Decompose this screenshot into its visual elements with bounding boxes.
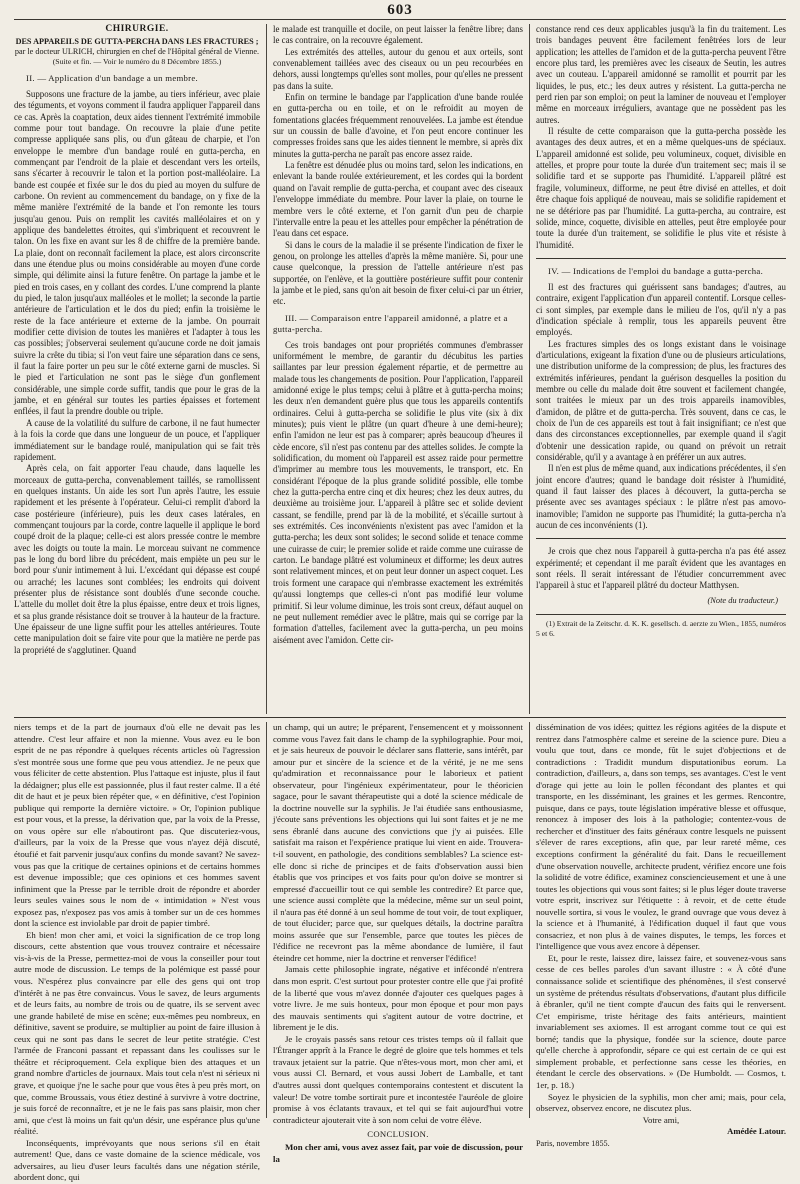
column-rule bbox=[266, 722, 267, 1118]
top-column-2 bbox=[273, 24, 523, 714]
separator bbox=[536, 614, 786, 615]
column-rule bbox=[529, 722, 530, 1118]
paragraph: La fenêtre est dénudée plus ou moins tard, selon les indications, en enlevant la bande roulée extérieurement, et les cordes qui la bordent quand on l'avait remplie de gutta-percha, et coupant avec des ciseaux l'enveloppe immédiate du membre. Pour laver la plaie, on tourne le membre vers le côté externe, et l'on garnit d'un peu de charpie l'intervalle entre la peau et les attelles pour empêcher la pénétration de l'eau dans cet espace. bbox=[273, 160, 523, 239]
paragraph: Supposons une fracture de la jambe, au tiers inférieur, avec plaie des téguments, et voyons comment il faudra appliquer l'appareil dans ce cas. Après la coaptation, deux aides tiennent l'extrémité immobile comme pour tout bandage. On recouvre la plaie d'une petite compresse appliquée sans plis, ou d'un gâteau de charpie, et l'on enveloppe le membre d'un bandage roulé en gutta-percha, en commençant par l'endroit de la plaie et descendant vers les orteils, sans s'écarter à recouvrir le talon et la portion post-malléolaire. La bande est coupée et fixée sur le dos du pied au moyen du sulfure de carbone. On revient au commencement du bandage, on y fixe de la même manière l'extrémité de la bande et l'on remonte les tours jusqu'au genou. Puis on remplit les cavités malléolaires et on y applique des bandelettes étroites, qui s'imbriquent et recouvrent le talon. On les fixe en avant sur les 8 de chiffre de la première bande. La plaie, dont on reconnaît facilement la place, est alors circonscrite dans une étendue plus ou moins considérable au moyen d'une corde simple, qui délimite ainsi la future fenêtre. On partage la jambe et le pied en trois cases, en y collant des cordes. L'une comprend la plante du pied, le talon jusqu'aux malléoles et le mollet; la seconde la partie antérieure de l'articulation et le dos du pied; enfin la troisième le reste de la face antérieure et externe de la jambe. On pourrait modifier cette division de toutes les manières et l'adapter à tous les cas possibles; j'observerai seulement qu'aucune corde ne doit jamais suivre la crête du tibia; si l'on veut faire une séparation dans ce sens, il faut la faire porter un peu sur le côté externe garni de muscles. Si le pied et l'articulation ne sont pas le siège d'un gonflement considérable, une simple corde suffit, tandis que pour le gras de la jambe, et en général sur toutes les parties épaisses et fortement enflées, il faut la prendre double ou triple. bbox=[14, 88, 260, 417]
date-line: Paris, novembre 1855. bbox=[536, 1138, 610, 1148]
paragraph: constance rend ces deux applicables jusqu'à la fin du traitement. Les trois bandages peuvent être facilement fenêtrées lors de leur application; les attelles de l'amidon et de la gutta-percha peuvent l'être encore plus tard, les premières avec les ciseaux de Seutin, les autres avec un couteau. L'appareil amidonné se ramollit et pourrit par les liquides, le pus, etc.; les deux autres y résistent. La gutta-percha ne perd rien par son emploi; on peut la laminer de nouveau et l'employer même en morceaux irréguliers, avantage que ne possèdent pas les autres. bbox=[536, 24, 786, 125]
closing: Votre ami, bbox=[642, 1114, 680, 1125]
paragraph: Si dans le cours de la maladie il se présente l'indication de fixer le genou, on prolonge les attelles d'après la même manière. Si, pour une cause quelconque, la pression de l'attelle antérieure n'est pas supportée, on l'enlève, et la gouttière postérieure suffit pour contenir la jambe et le pied, sans qu'on ait besoin de fixer celui-ci par un étrier, etc. bbox=[273, 239, 523, 307]
paragraph: Eh bien! mon cher ami, et voici la signification de ce trop long discours, cette abstention que vous trouvez contraire et nécessaire vis-à-vis de la Presse, permettez-moi de vous la conseiller pour tout autre mode de discussion. Le temps de la polémique est passé pour vous. N'espérez plus convaincre par elle des gens qui ont trop d'intérêt à ne pas être convaincus. Vous le savez, de leurs arguments et de leurs faits, au nombre de trois ou de quatre, ils se servent avec une grande habileté de mise en scène; eux-mêmes peu nombreux, en définitive, savent se produire, se multiplier au point de faire illusion à ceux qui ne sont pas dans le secret de leur petite stratégie. C'est l'armée de Franconi passant et repassant dans les coulisses sur le théâtre et réciproquement. Cela explique bien des attaques et un grand nombre d'articles de journaux. Mais tout cela n'est ni sérieux ni grave, et quoique j'ne le sache pour que vous êtes à peu près mort, on que, comme Broussais, vous étiez destiné à survivre à votre doctrine, je suis forcé de reconnaître, et je ne le fais pas sans plaisir, mon cher ami, que c'est là moins un fait qu'un désir, une espérance plus qu'une réalité. bbox=[14, 929, 260, 1137]
paragraph: Les fractures simples des os longs existant dans le voisinage d'articulations, exigeant la fixation d'une ou de plusieurs articulations, une distribution uniforme de la compression; de plus, les fractures des extrémités inférieures, pendant la guérison desquelles la position du membre ou celle du malade doit être souvent et facilement changée, sont traitées le mieux par un des trois appareils inamovibles, d'amidon, de plâtre et de gutta-percha. Très souvent, dans ce cas, le choix de l'un de ces appareils est tout à fait insignifiant; ce n'est que dans des circonstances exceptionnelles, par exemple quand il s'agit d'obtenir une dessication rapide, ou quand on prévoit un retrait considérable, qu'il y a avantage à en préférer un aux autres. bbox=[536, 338, 786, 463]
section-divider bbox=[14, 717, 786, 718]
paragraph: Jamais cette philosophie ingrate, négative et infécondé n'entrera dans mon esprit. C'est surtout pour protester contre elle que j'ai profité de la liberté que vous m'avez donnée d'ajouter ces quelques pages à votre livre. Je me suis honteux, pour mon époque et pour mon pays des mauvais sentiments qui s'agitent autour de votre doctrine, et librement je le dis. bbox=[273, 964, 523, 1033]
bottom-column-2 bbox=[273, 722, 523, 1164]
paragraph: Et, pour le reste, laissez dire, laissez faire, et souvenez-vous sans cesse de ces belles paroles d'un savant illustre : « À côté d'une connaissance solide et scientifique des phénomènes, il s'est conservé un système de prétendus résultats d'observations, d'autant plus difficile à ébranler, qu'il ne tient compte d'aucun des faits qui le renversent. C'et empirisme, triste héritage des faits antérieurs, maintient invariablement ses axiomes. Il est arrogant comme tout ce qui est borné; tandis que la physique, fondée sur la science, doute parce qu'elle cherche à approfondir, sépare ce qui est certain de ce qui est simplement probable, et perfectionne sans cesse les théories, en étendant le cercle des observations. » (De Humboldt. — Cosmos, t. 1er, p. 18.) bbox=[536, 952, 786, 1090]
paragraph: Soyez le physicien de la syphilis, mon cher ami; mais, pour cela, observez, observez encore, ne discutez plus. bbox=[536, 1091, 786, 1114]
section-label: CHIRURGIE. bbox=[105, 24, 169, 34]
paragraph: Mon cher ami, vous avez assez fait, par voie de discussion, pour la bbox=[273, 1142, 523, 1164]
column-rule bbox=[266, 24, 267, 714]
footnote: (1) Extrait de la Zeitschr. d. K. K. gesellsch. d. aerzte zu Wien., 1855, numéros 5 et 6. bbox=[536, 619, 786, 638]
article-byline: par le docteur ULRICH, chirurgien en chef de l'Hôpital général de Vienne. bbox=[14, 47, 260, 57]
article-note: (Suite et fin. — Voir le numéro du 8 Décembre 1855.) bbox=[52, 57, 222, 67]
paragraph: Enfin on termine le bandage par l'application d'une bande roulée en gutta-percha ou en toile, et on le refroidit au moyen de fomentations glacées fréquemment renouvelées. La jambe est étendue sur un coussin de balle d'avoine, et l'on peut encore continuer les compresses froides sans que les aides tiennent le membre, si après dix minutes la gutta-percha ne paraît pas encore assez raide. bbox=[273, 92, 523, 159]
paragraph: Il résulte de cette comparaison que la gutta-percha possède les avantages des deux autres, et en a même quelques-uns de spéciaux. L'appareil amidonné est solide, peu volumineux, coquet, divisible en attelles, et propre pour toute la durée d'un traitement sec; mais il se solidifie tard et se supporte pas l'humidité. L'appareil plâtré est fragile, volumineux, difforme, ne peut être divisé en attelles, et doit être chaque fois appliqué de nouveau, mais se solidifie rapidement et ne se détériore pas par l'humidité. La gutta-percha, au contraire, est solide, mince, coquette, divisible en attelles, peut être employée pour toute la durée d'un traitement, se solidifie le plus vite et résiste à l'humidité. bbox=[536, 126, 786, 250]
section-heading-2: II. — Application d'un bandage a un membre. bbox=[26, 72, 199, 83]
article-title: DES APPAREILS DE GUTTA-PERCHA DANS LES FRACTURES ; bbox=[15, 37, 259, 47]
paragraph: Après cela, on fait apporter l'eau chaude, dans laquelle les morceaux de gutta-percha, convenablement taillés, se ramollissent en quelques instants. Un aide les sort l'un après l'autre, les essuie rapidement et les présente à l'opérateur. Celui-ci remplit d'abord la case postérieure (inférieure), puis les deux cases latérales, en commençant toujours par la corde, contre laquelle il applique le bord coupé droit de la plaque; celle-ci est alors pressée contre le membre avec les doigts ou toute la main. Le morceau suivant ne commence pas le long du bord libre du précédent, mais empiète un peu sur le bord pour s'unir intimement à lui. L'excédant qui dépasse est coupé ou arraché; les lacunes sont comblées; les endroits qui doivent présenter plus de résistance sont doublés d'une seconde couche. L'attelle du mollet doit être la plus épaisse, entre deux et trois lignes, et sa plus grande résistance doit se trouver à la hauteur de la fracture. Une épaisseur de une ligne suffit pour les attelles antérieures. Toute cette manipulation doit se faire vite pour que la matière ne perde pas la propriété de s'agglutiner. Quand bbox=[14, 463, 260, 655]
paragraph: le malade est tranquille et docile, on peut laisser la fenêtre libre; dans le cas contraire, on la recouvre également. bbox=[273, 24, 523, 46]
paragraph: niers temps et de la part de journaux d'où elle ne devait pas les attendre. C'est leur affaire et non la mienne. Vous avez eu le bon esprit de ne pas répondre à quelques récents articles où l'agression s'est montrée sous une forme que peu vous attendiez. Je ne peux que vous féliciter de cette abstention. Plus l'attaque est injuste, plus il faut la dédaigner; plus elle est passionnée, plus il faut rester calme. Il a été dit de haut et je peux bien répéter que, « en définitive, c'est l'opinion publique qui remporte la dernière victoire. » Or, l'opinion publique est pour vous, et la presse, la dérivation que, par la voix de la Presse, on vous opère sur elle n'aboutiront pas. Que discuteriez-vous, d'ailleurs, par la voix de la Presse que vous n'ayez déjà discuté, étoufié et fait parvenir jusqu'aux confins du monde savant? Ne savez-vous pas que la critique de certaines opinions et de certains hommes est devenue impossible; que ces opinions et ces hommes savent infiniment que la Presse par le terrible droit de répondre et aborder leurs seules vaines sous le nom de « intimidation » N'est vous exposez pas, n'exposez pas vos amis à tomber sur un de ces hommes dont la science est inviolable par droit de papier timbré. bbox=[14, 722, 260, 929]
top-rule bbox=[14, 19, 786, 20]
page-number: 603 bbox=[387, 2, 413, 18]
paragraph: un champ, qui un autre; le préparent, l'ensemencent et y moissonnent comme vous l'avez fait dans le champ de la syphilographie. Pour moi, et je sais heureux de pouvoir le déclarer sans flatterie, sans intérêt, par amour pur et sincère de la science et de la vérité, je ne me sens qu'admiration et reconnaissance pour le laborieux et patient observateur, pour l'ingénieux expérimentateur, pour le théoricien sagace, pour le savant thérapeutiste qui a doté la science médicale de la doctrine nouvelle sur la syphilis. Je l'ai étudiée sans enthousiasme, j'écoute sans préventions les objections qui lui sont faites et je ne me sens ébranlé dans aucune des convictions que j'y ai puisées. Elle satisfait ma raison et l'expérience pratique lui vient en aide. Trouvera-t-il souvent, en pathologie, des conditions semblables? La science est-elle donc si riche de principes et de faits d'observation aussi bien établis que vos principes et vos faits pour qu'on doive se montrer si empressé d'accueillir tout ce qui semble les contredire? Et parce que, une science aussi complète que la médecine, même sur un seul point, il n'aura pas été donné à un seul homme de tout voir, de tout expliquer, de tout élucider; parce que, sur quelques détails, la doctrine paraîtra moins assurée que sur l'ensemble, parce que toutes les pièces de l'édifice ne recevront pas la même abondance de lumière, il faut éteindre cet homme, nier la doctrine et renverser l'édifice! bbox=[273, 722, 523, 963]
paragraph: Les extrémités des attelles, autour du genou et aux orteils, sont convenablement taillées avec des ciseaux ou un peu recourbées en dehors, aussi longtemps qu'elles sont molles, pour qu'elles ne pressent pas dans la suite. bbox=[273, 46, 523, 91]
bottom-column-3 bbox=[536, 722, 786, 1148]
paragraph: Je crois que chez nous l'appareil à gutta-percha n'a pas été assez expérimenté; et cependant il me paraît évident que les avantages en sont réels. Il serait intéressant de l'étudier concurremment avec l'appareil à stuc et l'appareil plâtré du docteur Matthysen. bbox=[536, 546, 786, 591]
section-heading-4: IV. — Indications de l'emploi du bandage a gutta-percha. bbox=[548, 265, 764, 276]
bottom-column-1 bbox=[14, 722, 260, 1183]
section-heading-3: III. — Comparaison entre l'appareil amidonné, a platre et a gutta-percha. bbox=[273, 312, 508, 334]
signature: Amédée Latour. bbox=[727, 1126, 786, 1137]
conclusion-heading: CONCLUSION. bbox=[367, 1129, 429, 1140]
paragraph: Il est des fractures qui guérissent sans bandages; d'autres, au contraire, exigent l'application d'un appareil contentif. Lorsque celles-ci sont simples, par exemple dans le milieu de l'os, qu'il n'y a pas d'indication spéciale à remplir, tous les appareils peuvent être employés. bbox=[536, 281, 786, 338]
paragraph: Ces trois bandages ont pour propriétés communes d'embrasser uniformément le membre, de garantir du décubitus les parties saillantes par leur pression également répartie, et de permettre au malade tous les changements de position. Pour l'application, l'appareil amidonné exige le plus temps; celui à plâtre et à gutta-percha moins; les deux n'en demandent guère plus que tous les appareils contentifs ordinaires. Celui à gutta-percha se solidifie le plus vite (six à dix minutes); puis vient le plâtre (un quart d'heure à une demi-heure); enfin l'amidon ne leur est pas à comparer; après beaucoup d'heures il cède encore, s'il n'est pas contenu par des attelles solides. Je compte la solidification, du moment où l'appareil est assez raide pour permettre d'imprimer au membre tous les mouvements, le transport, etc. En considérant l'époque de la plus grande solidité possible, elle tombe chez la gutta-percha entre cinq et dix heures; chez les deux autres, du deuxième au troisième jour. L'appareil à plâtre sec et solide devient cassant, se fendille, prend par là de la mobilité, et s'écaille surtout à ses extrémités. Ces inconvénients n'existent pas avec l'amidon et la gutta-percha; les deux sont solides; le second solide et tenace comme une cuirasse de cuir; le premier solide et raide comme une cuirasse de carton. Le bandage plâtré est volumineux et difforme; les deux autres sont relativement minces, et on peut leur donner un aspect coquet. Les trois forment une carapace qui n'embrasse exactement les extrémités qu'aussi longtemps que celles-ci n'ont pas modifié leur volume primitif. Si leur volume diminue, les trois sont creux, défaut auquel on ne peut nullement remédier avec le plâtre, mais qui se corrige par la formation d'attelles, facilement avec la gutta-percha, un peu moins aisément avec l'amidon. Cette cir- bbox=[273, 339, 523, 645]
paragraph: Il n'en est plus de même quand, aux indications précédentes, il s'en joint encore d'autres; quand le bandage doit résister à l'humidité, quand il faut laisser des places à découvert, la gutta-percha se présente avec ses avantages spéciaux : le plâtre n'est pas amovo-inamovible; l'amidon ne supporte pas l'humidité; la gutta-percha n'a aucun de ces inconvénients (1). bbox=[536, 463, 786, 531]
top-column-3 bbox=[536, 24, 786, 714]
paragraph: A cause de la volatilité du sulfure de carbone, il ne faut humecter à la fois la corde que dans une longueur de un pouce, et l'appliquer immédiatement sur le bandage roulé, manipulation qui se fait très rapidement. bbox=[14, 417, 260, 462]
translator-note: (Note du traducteur.) bbox=[707, 595, 778, 605]
separator bbox=[536, 258, 786, 259]
paragraph: Inconséquents, imprévoyants que nous serions s'il en était autrement! Que, dans ce vaste domaine de la science médicale, vos adversaires, au lieu d'user leurs facultés dans une négation stérile, abordent donc, qui bbox=[14, 1137, 260, 1183]
top-column-1 bbox=[14, 24, 260, 714]
separator bbox=[536, 538, 786, 539]
column-rule bbox=[529, 24, 530, 714]
paragraph: Je le croyais passés sans retour ces tristes temps où il fallait que l'Étranger apprît à la France le degré de gloire que tels hommes et tels travaux jetaient sur la patrie. Que n'êtes-vous mort, mon cher ami, et vous aussi Cl. Bernard, et vous aussi Jobert de Lamballe, et tant d'autres aussi dont quelques contemporains contestent et discutent la valeur! De votre tombe sortirait pure et incontestée l'auréole de gloire promise à vos éclatants travaux, et tel qui se fait aujourd'hui votre contradicteur ajouterait vite à son nom celui de votre élève. bbox=[273, 1033, 523, 1125]
paragraph: dissémination de vos idées; quittez les régions agitées de la dispute et rentrez dans l'atmosphère calme et sereine de la science pure. Dieu a voulu que tout, dans ce monde, fût le sujet d'objections et de contradictions : Tradidit mundum disputationibus eorum. La contradiction, d'ailleurs, a, dans son temps, ses avantages. C'est le vent d'orage qui jette au loin le pollen fécondant des plantes et qui transporte, en les disséminant, les graines et les germes. Rencontre, puisque, dans ce pays, toute législation impérative blesse et offusque, renoncez à imposer des lois à la pathologie; contentez-vous de rechercher et d'instituer des faits généraux contre lesquels ne puissent s'élever de rares exceptions, afin que, par leur rareté même, ces exceptions confirment la généralité du fait. Dans le recueillement d'une observation nouvelle, architecte prudent, vérifiez encore une fois la solidité de votre édifice, examinez consciencieusement et une à une toutes les objections qui vous sont faites; si le plus léger doute traverse votre esprit, inscrivez sur l'étiquette : à revoir, et de cette étude nouvelle sortira, si vous le voulez, le grand ouvrage que vous devez à la science et à l'humanité, à l'édification duquel il faut que vous consacriez, et non plus à de vaines disputes, le temps, les forces et l'intelligence que vous avez encore à dépenser. bbox=[536, 722, 786, 952]
